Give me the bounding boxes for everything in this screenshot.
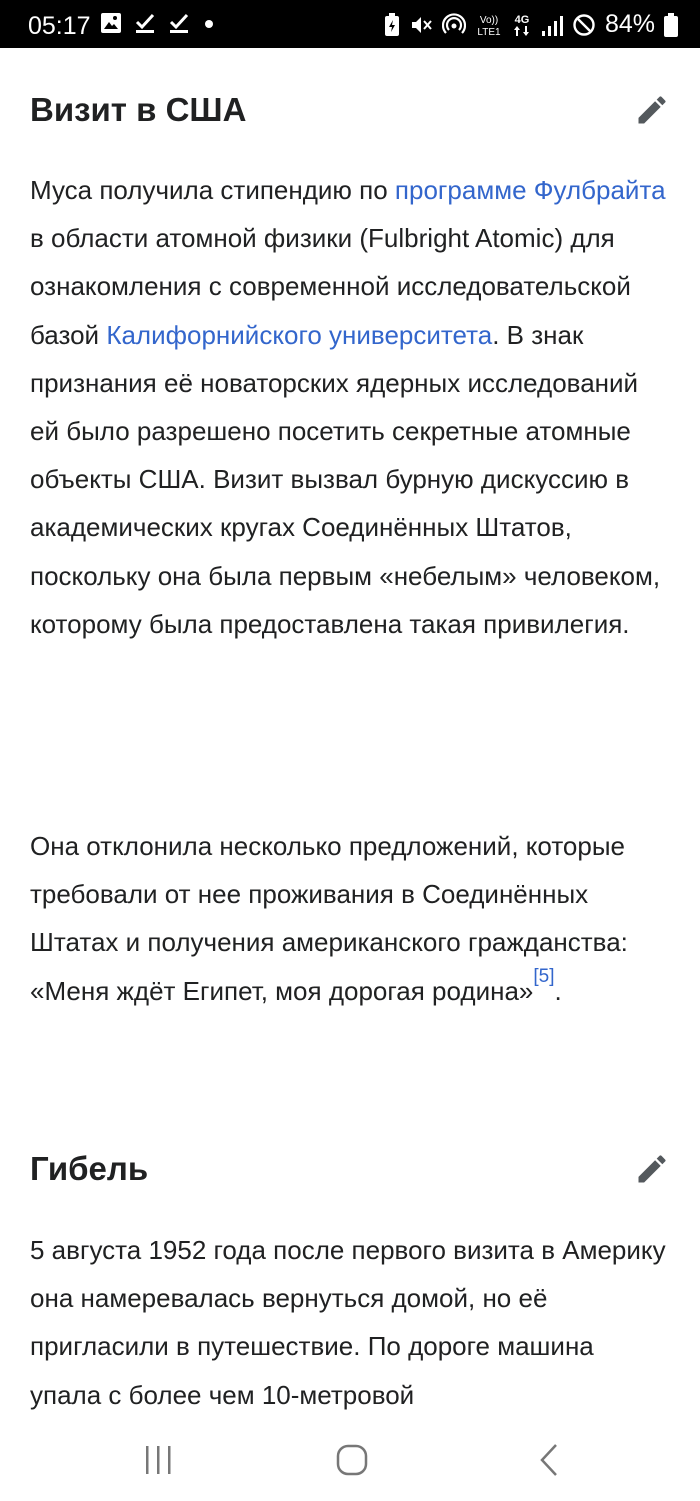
link-university-of-california[interactable]: Калифорнийского университета xyxy=(106,319,493,350)
text-run: Она отклонила несколько предложений, которые требовали от нее проживания в Соединённых Штатах и получения американского гражданства: «Меня ждёт Египет, моя дорогая родина» xyxy=(30,831,628,1006)
volte-label-bottom: LTE1 xyxy=(477,26,501,37)
network-type-label: 4G xyxy=(514,13,530,26)
paragraph-text xyxy=(30,822,670,1015)
paragraph xyxy=(30,822,670,1015)
status-time: 05:17 xyxy=(28,12,91,40)
section-heading-visit xyxy=(30,90,670,130)
battery-percent: 84% xyxy=(604,10,655,38)
system-icons xyxy=(384,12,678,37)
paragraph-text: 5 августа 1952 года после первого визита в Америку она намеревалась вернуться домой, но её пригласили в путешествие. По дороге машина упала с более чем 10-метровой xyxy=(30,1235,666,1410)
text-run: . xyxy=(554,975,562,1006)
recent-apps-icon[interactable] xyxy=(140,1442,176,1478)
edit-section-icon[interactable] xyxy=(634,1151,670,1187)
image-icon xyxy=(100,12,122,34)
paragraph-text xyxy=(30,166,670,648)
section-heading-death xyxy=(30,1149,670,1189)
edit-section-icon[interactable] xyxy=(634,92,670,128)
dnd-icon xyxy=(572,13,596,37)
volte-icon xyxy=(475,13,503,37)
status-bar xyxy=(0,0,700,48)
home-icon[interactable] xyxy=(334,1442,370,1478)
signal-icon xyxy=(541,13,563,37)
section-title: Гибель xyxy=(30,1150,149,1187)
text-run: в области атомной физики (Fulbright Atomic) для ознакомления с современной исследовательской базой xyxy=(30,223,631,350)
navigation-bar xyxy=(0,1418,700,1501)
link-fulbright-program[interactable]: программе Фулбрайта xyxy=(394,175,666,205)
text-run: Муса получила стипендию по xyxy=(30,175,395,205)
paragraph xyxy=(30,1226,670,1419)
check-icon xyxy=(134,12,156,34)
check-icon xyxy=(168,12,190,34)
volte-label-top: Vo)) xyxy=(479,14,499,26)
battery-saver-icon xyxy=(384,13,400,37)
section-title: Визит в США xyxy=(30,91,247,128)
text-run: . В знак признания её новаторских ядерных исследований ей было разрешено посетить секретные атомные объекты США. Визит вызвал бурную дискуссию в академических кругах Соединённых Штатов, поскольку она была первым «небелым» человеком, которому была предоставлена такая привилегия. xyxy=(30,319,661,639)
dot-icon xyxy=(202,12,216,34)
hotspot-icon xyxy=(442,13,466,37)
reference-link[interactable]: [5] xyxy=(533,965,555,987)
notification-icons xyxy=(100,12,216,34)
back-icon[interactable] xyxy=(532,1442,568,1478)
paragraph xyxy=(30,166,670,648)
battery-icon xyxy=(664,13,678,37)
mute-icon xyxy=(409,13,433,37)
4g-icon xyxy=(512,13,532,37)
